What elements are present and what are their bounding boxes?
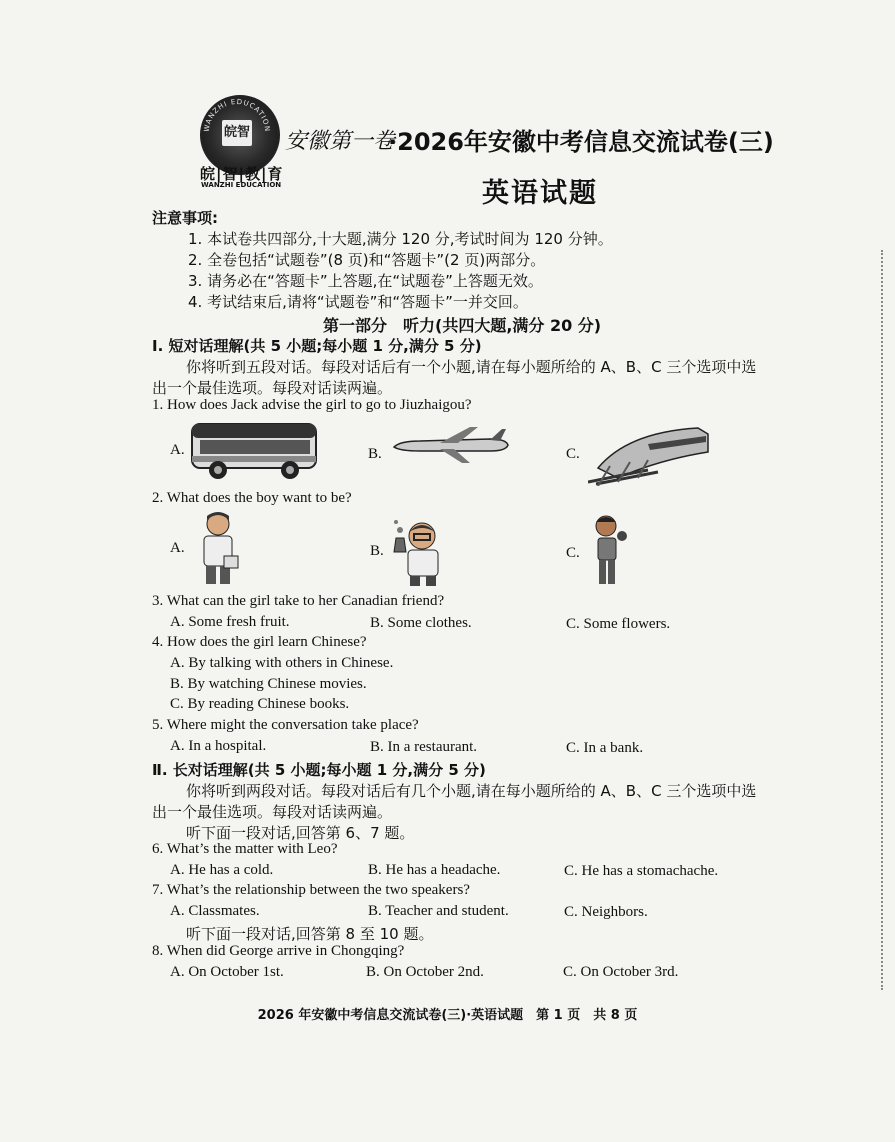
option-b: B. Teacher and student.	[368, 903, 509, 919]
airplane-image	[390, 425, 510, 469]
notice-item: 1. 本试卷共四部分,十大题,满分 120 分,考试时间为 120 分钟。	[188, 230, 613, 248]
notice-heading: 注意事项:	[152, 209, 218, 227]
option-b: B. He has a headache.	[368, 862, 501, 878]
section2-heading: Ⅱ. 长对话理解(共 5 小题;每小题 1 分,满分 5 分)	[152, 761, 486, 779]
question-5-stem: 5. Where might the conversation take place?	[152, 717, 419, 733]
ping-pong-boy-image	[592, 512, 628, 592]
series-calligraphy: 安徽第一卷	[285, 129, 396, 154]
page-footer: 2026 年安徽中考信息交流试卷(三)·英语试题 第 1 页 共 8 页	[257, 1008, 638, 1023]
option-c: C. On October 3rd.	[563, 964, 679, 980]
scientist-boy-image	[390, 512, 450, 592]
option-c: C. In a bank.	[566, 740, 644, 756]
option-a: A. Some fresh fruit.	[170, 614, 290, 630]
doctor-boy-image	[196, 510, 242, 590]
notice-item: 2. 全卷包括“试题卷”(8 页)和“答题卡”(2 页)两部分。	[188, 251, 546, 269]
section2-instruction: 你将听到两段对话。每段对话后有几个小题,请在每小题所给的 A、B、C 三个选项中选	[186, 782, 757, 800]
option-c: C. Some flowers.	[566, 616, 671, 632]
option-label: C.	[566, 545, 580, 561]
logo-ring-text: WANZHI EDUCATION	[202, 97, 272, 133]
question-4-stem: 4. How does the girl learn Chinese?	[152, 634, 367, 650]
section2-instruction: 出一个最佳选项。每段对话读两遍。	[152, 803, 393, 821]
subject-title: 英语试题	[482, 178, 598, 209]
section1-instruction: 出一个最佳选项。每段对话读两遍。	[152, 379, 393, 397]
notice-item: 3. 请务必在“答题卡”上答题,在“试题卷”上答题无效。	[188, 272, 543, 290]
train-image	[588, 422, 712, 490]
option-c: C. He has a stomachache.	[564, 863, 719, 879]
section1-heading: Ⅰ. 短对话理解(共 5 小题;每小题 1 分,满分 5 分)	[152, 337, 482, 355]
logo-name: 皖|智|教|育	[200, 165, 284, 183]
exam-title: ·2026年安徽中考信息交流试卷(三)	[388, 128, 774, 156]
notice-item: 4. 考试结束后,请将“试题卷”和“答题卡”一并交回。	[188, 293, 528, 311]
listen-instruction: 听下面一段对话,回答第 8 至 10 题。	[186, 925, 434, 943]
section1-instruction: 你将听到五段对话。每段对话后有一个小题,请在每小题所给的 A、B、C 三个选项中选	[186, 358, 757, 376]
part1-heading: 第一部分 听力(共四大题,满分 20 分)	[323, 316, 602, 335]
question-1-stem: 1. How does Jack advise the girl to go to Jiuzhaigou?	[152, 397, 472, 413]
option-b: B. In a restaurant.	[370, 739, 478, 755]
option-b: B. By watching Chinese movies.	[170, 676, 367, 692]
question-2-stem: 2. What does the boy want to be?	[152, 490, 352, 506]
question-7-stem: 7. What’s the relationship between the two speakers?	[152, 882, 470, 898]
option-label: A.	[170, 540, 185, 556]
question-8-stem: 8. When did George arrive in Chongqing?	[152, 943, 405, 959]
option-b: B. On October 2nd.	[366, 964, 484, 980]
option-label: B.	[370, 543, 384, 559]
option-b: B. Some clothes.	[370, 615, 472, 631]
option-label: B.	[368, 446, 382, 462]
option-a: A. Classmates.	[170, 903, 260, 919]
logo-core: 皖智	[222, 120, 252, 146]
option-c: C. Neighbors.	[564, 904, 648, 920]
question-6-stem: 6. What’s the matter with Leo?	[152, 841, 338, 857]
option-a: A. On October 1st.	[170, 964, 284, 980]
option-a: A. In a hospital.	[170, 738, 267, 754]
listen-instruction: 听下面一段对话,回答第 6、7 题。	[186, 824, 415, 842]
option-a: A. By talking with others in Chinese.	[170, 655, 394, 671]
question-3-stem: 3. What can the girl take to her Canadian friend?	[152, 593, 445, 609]
option-label: C.	[566, 446, 580, 462]
option-c: C. By reading Chinese books.	[170, 696, 350, 712]
bus-image	[190, 420, 320, 484]
binding-dotted-line	[881, 250, 883, 990]
logo-subtitle: WANZHI EDUCATION	[201, 181, 282, 189]
option-label: A.	[170, 442, 185, 458]
option-a: A. He has a cold.	[170, 862, 274, 878]
